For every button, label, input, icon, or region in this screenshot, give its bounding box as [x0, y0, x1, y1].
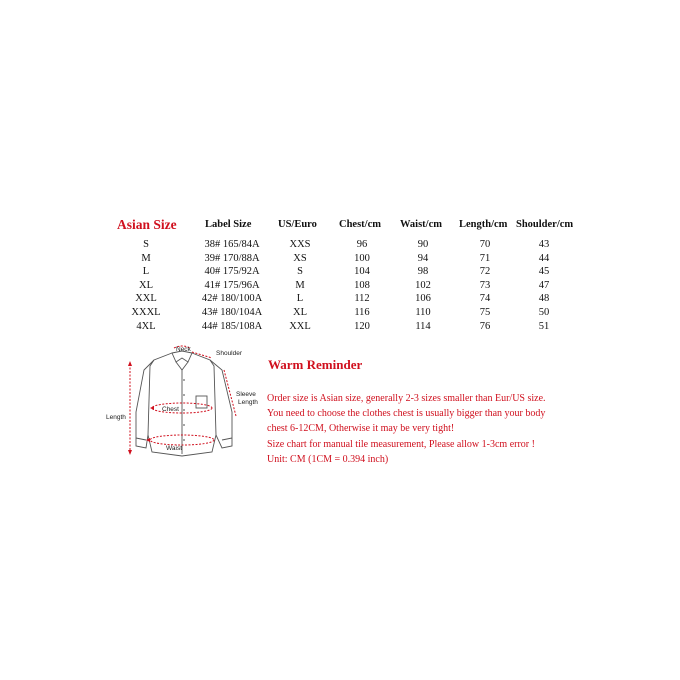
cell-length: 74: [479, 293, 491, 305]
cell-asian: XXL: [135, 293, 157, 305]
cell-asian: M: [141, 252, 151, 264]
cell-asian: XL: [139, 279, 153, 291]
reminder-line: You need to choose the clothes chest is usually bigger than your body: [267, 408, 546, 420]
table-row: [0, 293, 680, 307]
cell-length: 71: [479, 252, 491, 264]
warm-reminder-title: Warm Reminder: [268, 357, 363, 372]
table-row: [0, 253, 680, 267]
cell-waist: 106: [415, 293, 431, 305]
header-chest: Chest/cm: [339, 219, 381, 230]
cell-asian: S: [143, 239, 149, 250]
table-row: [0, 239, 680, 253]
cell-asian: 4XL: [136, 320, 156, 332]
diagram-label-neck: Neck: [176, 346, 191, 353]
cell-chest: 120: [354, 320, 370, 332]
cell-us: XL: [293, 306, 307, 318]
cell-label: 39# 170/88A: [204, 252, 260, 264]
cell-waist: 114: [415, 320, 431, 332]
cell-waist: 90: [417, 239, 429, 250]
reminder-line: Unit: CM (1CM = 0.394 inch): [267, 453, 389, 465]
table-row: [0, 321, 680, 335]
cell-chest: 108: [354, 279, 370, 291]
diagram-label-sleeve-length: Length: [238, 399, 258, 406]
cell-length: 76: [479, 320, 491, 332]
shirt-measurement-diagram: [104, 340, 264, 480]
cell-waist: 110: [415, 306, 431, 318]
cell-chest: 100: [354, 252, 370, 264]
header-shoulder: Shoulder/cm: [516, 219, 574, 230]
cell-length: 70: [479, 239, 491, 250]
cell-waist: 94: [417, 252, 429, 264]
cell-us: XXS: [289, 239, 311, 250]
cell-waist: 102: [415, 279, 431, 291]
cell-asian: L: [142, 266, 150, 278]
buttons-icon: [183, 379, 185, 441]
diagram-label-waist: Waist: [166, 445, 183, 452]
cell-us: M: [295, 279, 305, 291]
cell-shoulder: 51: [538, 320, 550, 332]
header-length: Length/cm: [459, 219, 508, 230]
cell-waist: 98: [417, 266, 429, 278]
table-row: [0, 280, 680, 294]
header-waist: Waist/cm: [400, 219, 442, 230]
cell-chest: 116: [354, 306, 370, 318]
cell-us: XS: [293, 252, 307, 264]
diagram-label-length: Length: [106, 414, 126, 421]
diagram-label-chest: Chest: [162, 406, 179, 413]
reminder-line: Order size is Asian size, generally 2-3 sizes smaller than Eur/US size.: [267, 393, 546, 404]
table-row: [0, 307, 680, 321]
cell-us: S: [297, 266, 303, 278]
reminder-line: Size chart for manual tile measurement, Please allow 1-3cm error !: [267, 438, 535, 450]
cell-us: XXL: [289, 320, 311, 332]
cell-label: 44# 185/108A: [201, 320, 263, 332]
cell-chest: 112: [354, 293, 370, 305]
reminder-line: chest 6-12CM, Otherwise it may be very tight!: [267, 423, 455, 435]
cell-shoulder: 50: [538, 306, 550, 318]
cell-us: L: [296, 293, 304, 305]
cell-length: 73: [479, 279, 491, 291]
cell-shoulder: 43: [538, 239, 550, 250]
cell-length: 75: [479, 306, 491, 318]
header-us-euro: US/Euro: [278, 219, 317, 230]
header-asian-size: Asian Size: [117, 217, 177, 232]
diagram-label-shoulder: Shoulder: [216, 350, 243, 357]
cell-label: 41# 175/96A: [204, 279, 260, 291]
cell-label: 40# 175/92A: [204, 266, 260, 278]
size-table-body: [0, 239, 680, 334]
warm-reminder-body: [267, 391, 597, 467]
cell-asian: XXXL: [131, 306, 161, 318]
cell-chest: 104: [354, 266, 370, 278]
cell-length: 72: [479, 266, 491, 278]
table-row: [0, 266, 680, 280]
cell-shoulder: 48: [538, 293, 550, 305]
cell-label: 42# 180/100A: [201, 293, 263, 305]
cell-label: 38# 165/84A: [204, 239, 260, 250]
cell-label: 43# 180/104A: [201, 306, 263, 318]
cell-chest: 96: [356, 239, 368, 250]
header-label-size: Label Size: [205, 219, 252, 230]
diagram-label-sleeve: Sleeve: [236, 391, 256, 398]
cell-shoulder: 45: [538, 266, 550, 278]
measurement-arrows-icon: [130, 346, 236, 452]
cell-shoulder: 47: [538, 279, 550, 291]
cell-shoulder: 44: [538, 252, 550, 264]
